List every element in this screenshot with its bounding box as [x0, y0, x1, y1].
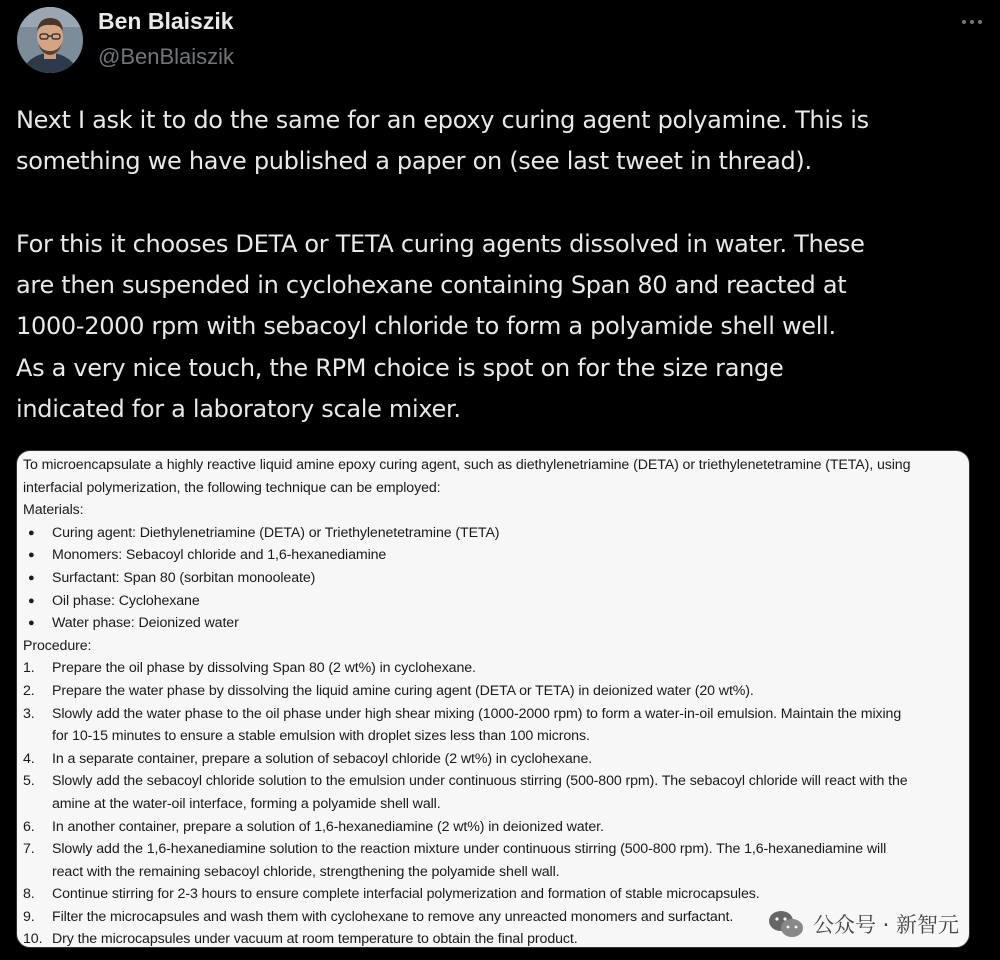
attached-image[interactable] — [16, 450, 970, 948]
tweet-line: are then suspended in cyclohexane containing Span 80 and reacted at — [16, 271, 847, 300]
list-item: ● Oil phase: Cyclohexane — [28, 592, 200, 609]
more-options-icon[interactable] — [957, 10, 987, 34]
list-item: 1. Prepare the oil phase by dissolving Span 80 (2 wt%) in cyclohexane. — [23, 660, 476, 677]
procedure-list — [23, 657, 970, 948]
watermark-text: 公众号 · 新智元 — [812, 913, 959, 937]
list-item: 3. Slowly add the water phase to the oil phase under high shear mixing (1000-2000 rpm) to form a water-in-oil emulsion. Maintain the mixing for 10-15 minutes to ensure a stable emulsion with droplet sizes less than 100 microns. — [23, 705, 902, 745]
list-item: ● Curing agent: Diethylenetriamine (DETA) or Triethylenetetramine (TETA) — [28, 524, 500, 541]
watermark — [767, 909, 959, 939]
tweet-line: As a very nice touch, the RPM choice is spot on for the size range — [16, 353, 784, 382]
intro-line: To microencapsulate a highly reactive liquid amine epoxy curing agent, such as diethylenetriamine (DETA) or triethylenetetramine (TETA), using — [23, 457, 911, 473]
tweet-line: indicated for a laboratory scale mixer. — [16, 395, 461, 424]
display-name[interactable]: Ben Blaiszik — [98, 8, 234, 34]
tweet-line: 1000-2000 rpm with sebacoyl chloride to form a polyamide shell well. — [16, 312, 836, 341]
tweet-line: Next I ask it to do the same for an epoxy curing agent polyamine. This is — [16, 106, 869, 134]
list-item: 8. Continue stirring for 2-3 hours to ensure complete interfacial polymerization and formation of stable microcapsules. — [23, 886, 760, 903]
list-item: ● Monomers: Sebacoyl chloride and 1,6-hexanediamine — [28, 547, 387, 564]
intro-line: interfacial polymerization, the following technique can be employed: — [23, 479, 441, 496]
list-item: 6. In another container, prepare a solution of 1,6-hexanediamine (2 wt%) in deionized water. — [23, 818, 604, 835]
list-item: 5. Slowly add the sebacoyl chloride solution to the emulsion under continuous stirring (500-800 rpm). The sebacoyl chloride will react with the amine at the water-oil interface, forming a polyamide shell wall. — [23, 773, 908, 812]
avatar-image — [17, 7, 83, 73]
list-item: 7. Slowly add the 1,6-hexanediamine solution to the reaction mixture under continuous stirring (500-800 rpm). The 1,6-hexanediamine will react with the remaining sebacoyl chloride, strengthening the polyamide shell wall. — [23, 841, 887, 880]
materials-list — [23, 522, 970, 635]
procedure-heading: Procedure: — [23, 637, 92, 654]
list-item: 9. Filter the microcapsules and wash them with cyclohexane to remove any unreacted monomers and surfactant. — [23, 908, 734, 925]
tweet-text — [16, 100, 986, 430]
user-handle[interactable]: @BenBlaiszik — [98, 44, 235, 69]
list-item: 4. In a separate container, prepare a solution of sebacoyl chloride (2 wt%) in cyclohexane. — [23, 750, 593, 767]
list-item: 2. Prepare the water phase by dissolving the liquid amine curing agent (DETA or TETA) in deionized water (20 wt%). — [23, 682, 754, 699]
list-item: 10. Dry the microcapsules under vacuum at room temperature to obtain the final product. — [23, 931, 578, 948]
tweet-line: something we have published a paper on (see last tweet in thread). — [16, 147, 812, 176]
list-item: ● Water phase: Deionized water — [28, 615, 239, 632]
wechat-icon — [767, 909, 805, 939]
tweet-line: For this it chooses DETA or TETA curing agents dissolved in water. These — [16, 229, 865, 258]
materials-heading: Materials: — [23, 502, 84, 519]
list-item: ● Surfactant: Span 80 (sorbitan monooleate) — [28, 569, 316, 586]
document-text — [23, 454, 970, 948]
avatar[interactable] — [17, 7, 83, 73]
